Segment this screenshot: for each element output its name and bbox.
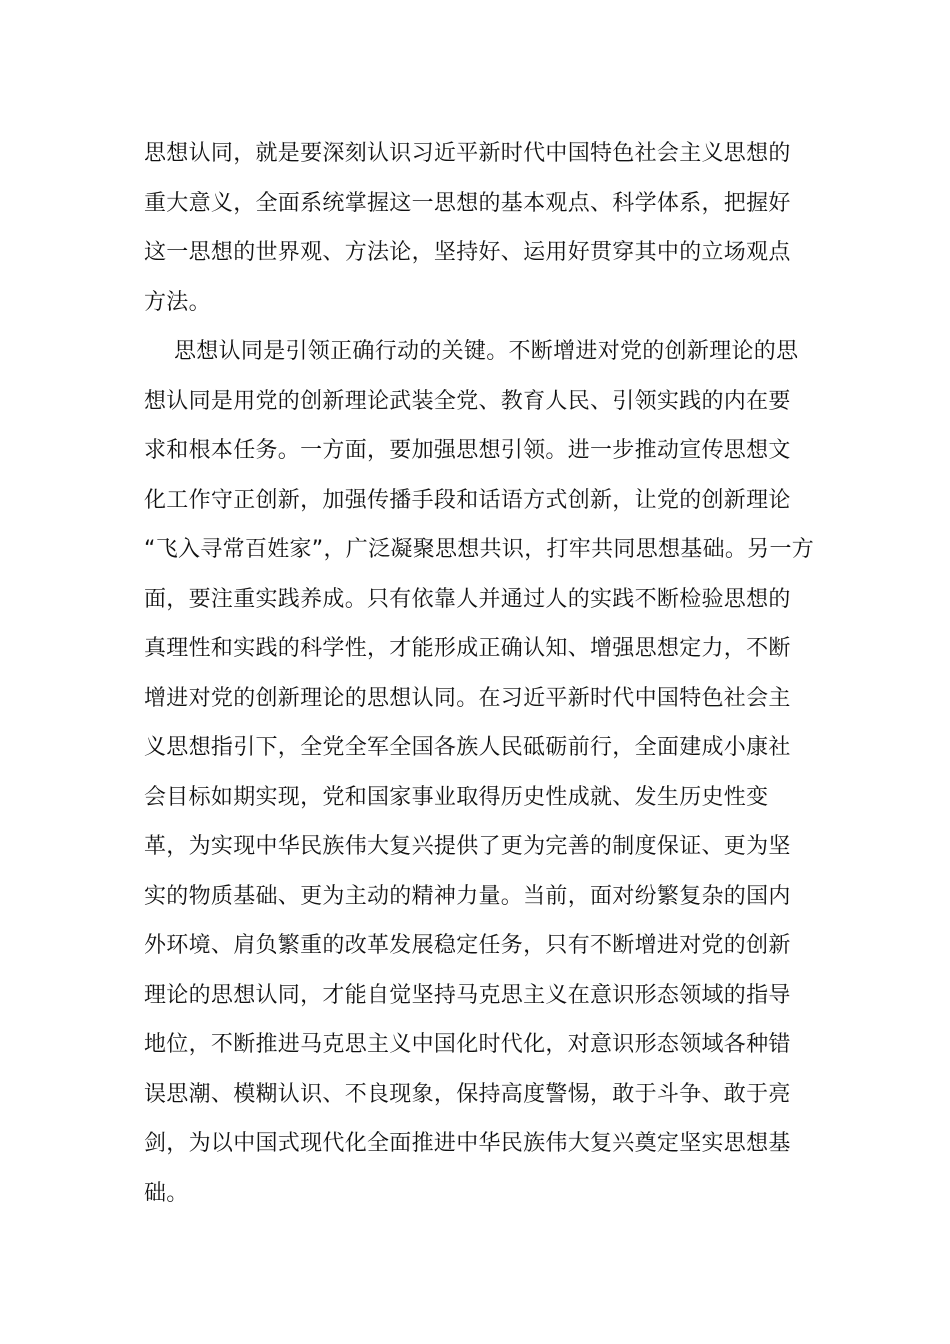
paragraph-2-line-9: 义思想指引下，全党全军全国各族人民砥砺前行，全面建成小康社: [144, 735, 791, 760]
paragraph-2-line-2: 想认同是用党的创新理论武装全党、教育人民、引领实践的内在要: [144, 388, 791, 414]
paragraph-2-line-17: 剑，为以中国式现代化全面推进中华民族伟大复兴奠定坚实思想基: [144, 1131, 791, 1156]
paragraph-2-line-8: 增进对党的创新理论的思想认同。在习近平新时代中国特色社会主: [144, 685, 791, 711]
paragraph-2-line-15: 地位，不断推进马克思主义中国化时代化，对意识形态领域各种错: [144, 1032, 791, 1057]
paragraph-2-line-13: 外环境、肩负繁重的改革发展稳定任务，只有不断增进对党的创新: [144, 933, 791, 958]
paragraph-2-line-5: “飞入寻常百姓家”，广泛凝聚思想共识，打牢共同思想基础。另一方: [144, 537, 815, 562]
paragraph-2-line-7: 真理性和实践的科学性，才能形成正确认知、增强思想定力，不断: [144, 636, 791, 661]
paragraph-1-line-3: 这一思想的世界观、方法论，坚持好、运用好贯穿其中的立场观点: [144, 240, 791, 265]
paragraph-2-line-6: 面，要注重实践养成。只有依靠人并通过人的实践不断检验思想的: [144, 586, 791, 612]
paragraph-2-line-10: 会目标如期实现，党和国家事业取得历史性成就、发生历史性变: [144, 784, 769, 810]
paragraph-2-line-12: 实的物质基础、更为主动的精神力量。当前，面对纷繁复杂的国内: [144, 883, 791, 909]
paragraph-1-line-1: 思想认同，就是要深刻认识习近平新时代中国特色社会主义思想的: [144, 141, 791, 166]
paragraph-2-line-1: 思想认同是引领正确行动的关键。不断增进对党的创新理论的思: [174, 339, 799, 364]
paragraph-2-line-11: 革，为实现中华民族伟大复兴提供了更为完善的制度保证、更为坚: [144, 834, 791, 859]
paragraph-2-line-14: 理论的思想认同，才能自觉坚持马克思主义在意识形态领域的指导: [144, 982, 791, 1008]
paragraph-2-line-3: 求和根本任务。一方面，要加强思想引领。进一步推动宣传思想文: [144, 438, 791, 463]
paragraph-2-line-16: 误思潮、模糊认识、不良现象，保持高度警惕，敢于斗争、敢于亮: [144, 1081, 791, 1107]
paragraph-2-line-18: 础。: [144, 1180, 189, 1206]
paragraph-1-line-4: 方法。: [144, 289, 211, 315]
paragraph-2-line-4: 化工作守正创新，加强传播手段和话语方式创新，让党的创新理论: [144, 487, 791, 513]
document-body: [144, 129, 815, 1218]
paragraph-1-line-2: 重大意义，全面系统掌握这一思想的基本观点、科学体系，把握好: [144, 190, 791, 216]
